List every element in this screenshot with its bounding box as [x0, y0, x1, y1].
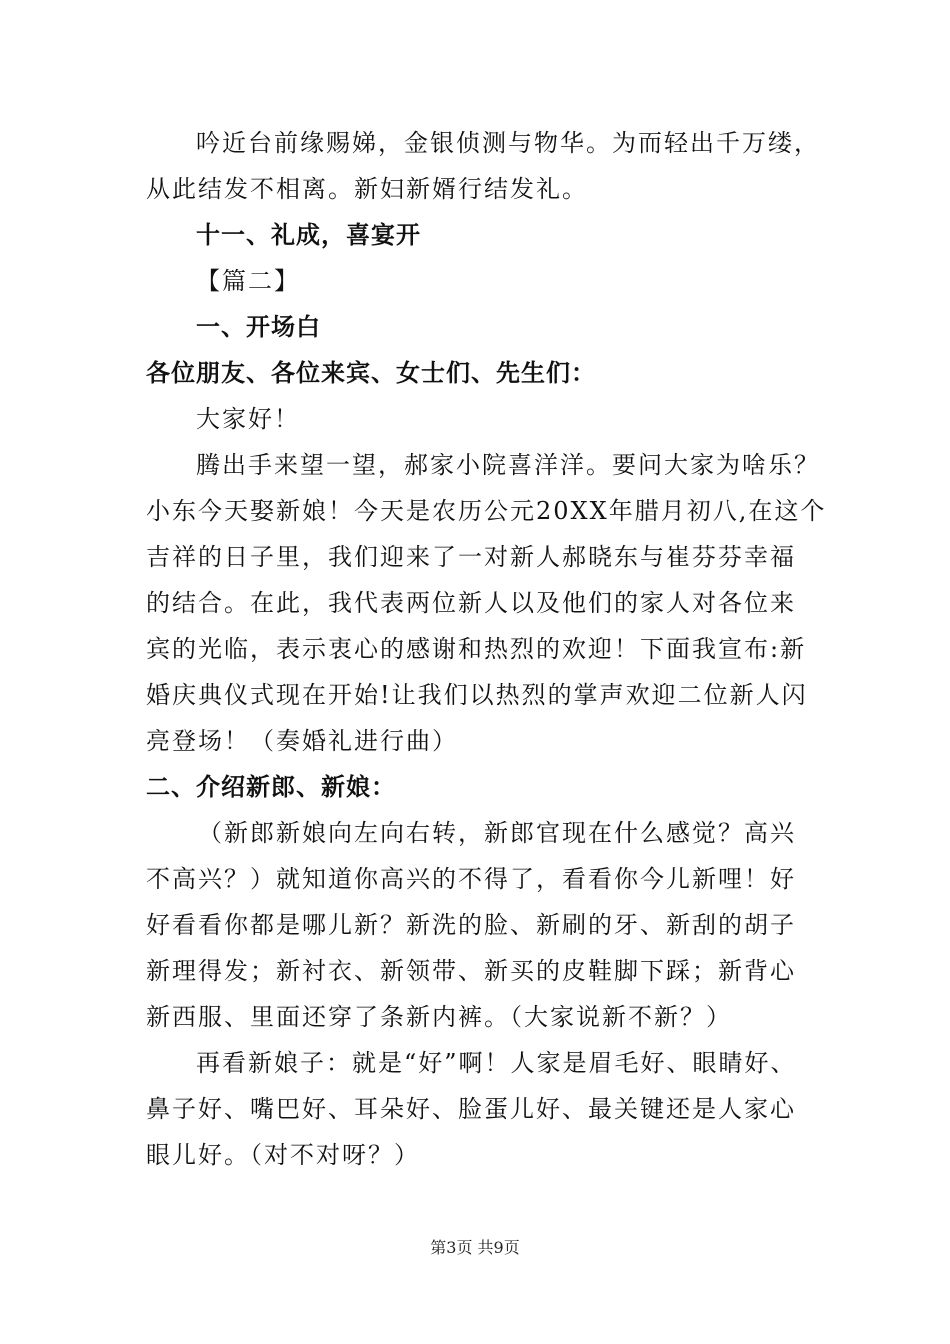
paragraph-line: 从此结发不相离。新妇新婿行结发礼。: [146, 175, 588, 203]
paragraph-line: 吟近台前缘赐娣，金银侦测与物华。为而轻出千万缕，: [196, 129, 820, 157]
section-heading: 二、介绍新郎、新娘：: [146, 773, 396, 801]
paragraph-line: 再看新娘子：就是“好”啊！人家是眉毛好、眼睛好、: [196, 1049, 797, 1077]
paragraph-line: 眼儿好。（对不对呀？）: [146, 1141, 420, 1169]
section-heading: 一、开场白: [196, 313, 321, 341]
paragraph-line: 亮登场！（奏婚礼进行曲）: [146, 727, 458, 755]
paragraph-line: 好看看你都是哪儿新？新洗的脸、新刷的牙、新刮的胡子: [146, 911, 796, 939]
paragraph-line: 的结合。在此，我代表两位新人以及他们的家人对各位来: [146, 589, 796, 617]
greeting: 大家好！: [196, 405, 300, 433]
section-heading: 十一、礼成，喜宴开: [196, 221, 421, 249]
paragraph-line: 吉祥的日子里，我们迎来了一对新人郝晓东与崔芬芬幸福: [146, 543, 796, 571]
paragraph-line: 宾的光临，表示衷心的感谢和热烈的欢迎！下面我宣布:新: [146, 635, 807, 663]
paragraph-line: 新西服、里面还穿了条新内裤。（大家说新不新？）: [146, 1003, 732, 1031]
paragraph-line: 鼻子好、嘴巴好、耳朵好、脸蛋儿好、最关键还是人家心: [146, 1095, 796, 1123]
paragraph-line: 婚庆典仪式现在开始!让我们以热烈的掌声欢迎二位新人闪: [146, 681, 808, 709]
paragraph-line: 小东今天娶新娘！今天是农历公元20XX年腊月初八,在这个: [146, 497, 827, 525]
paragraph-line: 新理得发；新衬衣、新领带、新买的皮鞋脚下踩；新背心: [146, 957, 796, 985]
page-number-footer: 第3页 共9页: [430, 1238, 520, 1257]
paragraph-line: 不高兴？）就知道你高兴的不得了，看看你今儿新哩！好: [146, 865, 796, 893]
salutation: 各位朋友、各位来宾、女士们、先生们：: [146, 359, 596, 387]
paragraph-line: 腾出手来望一望，郝家小院喜洋洋。要问大家为啥乐？: [196, 451, 820, 479]
paragraph-line: （新郎新娘向左向右转，新郎官现在什么感觉？高兴: [198, 819, 796, 847]
part-heading: 【篇二】: [196, 267, 300, 295]
